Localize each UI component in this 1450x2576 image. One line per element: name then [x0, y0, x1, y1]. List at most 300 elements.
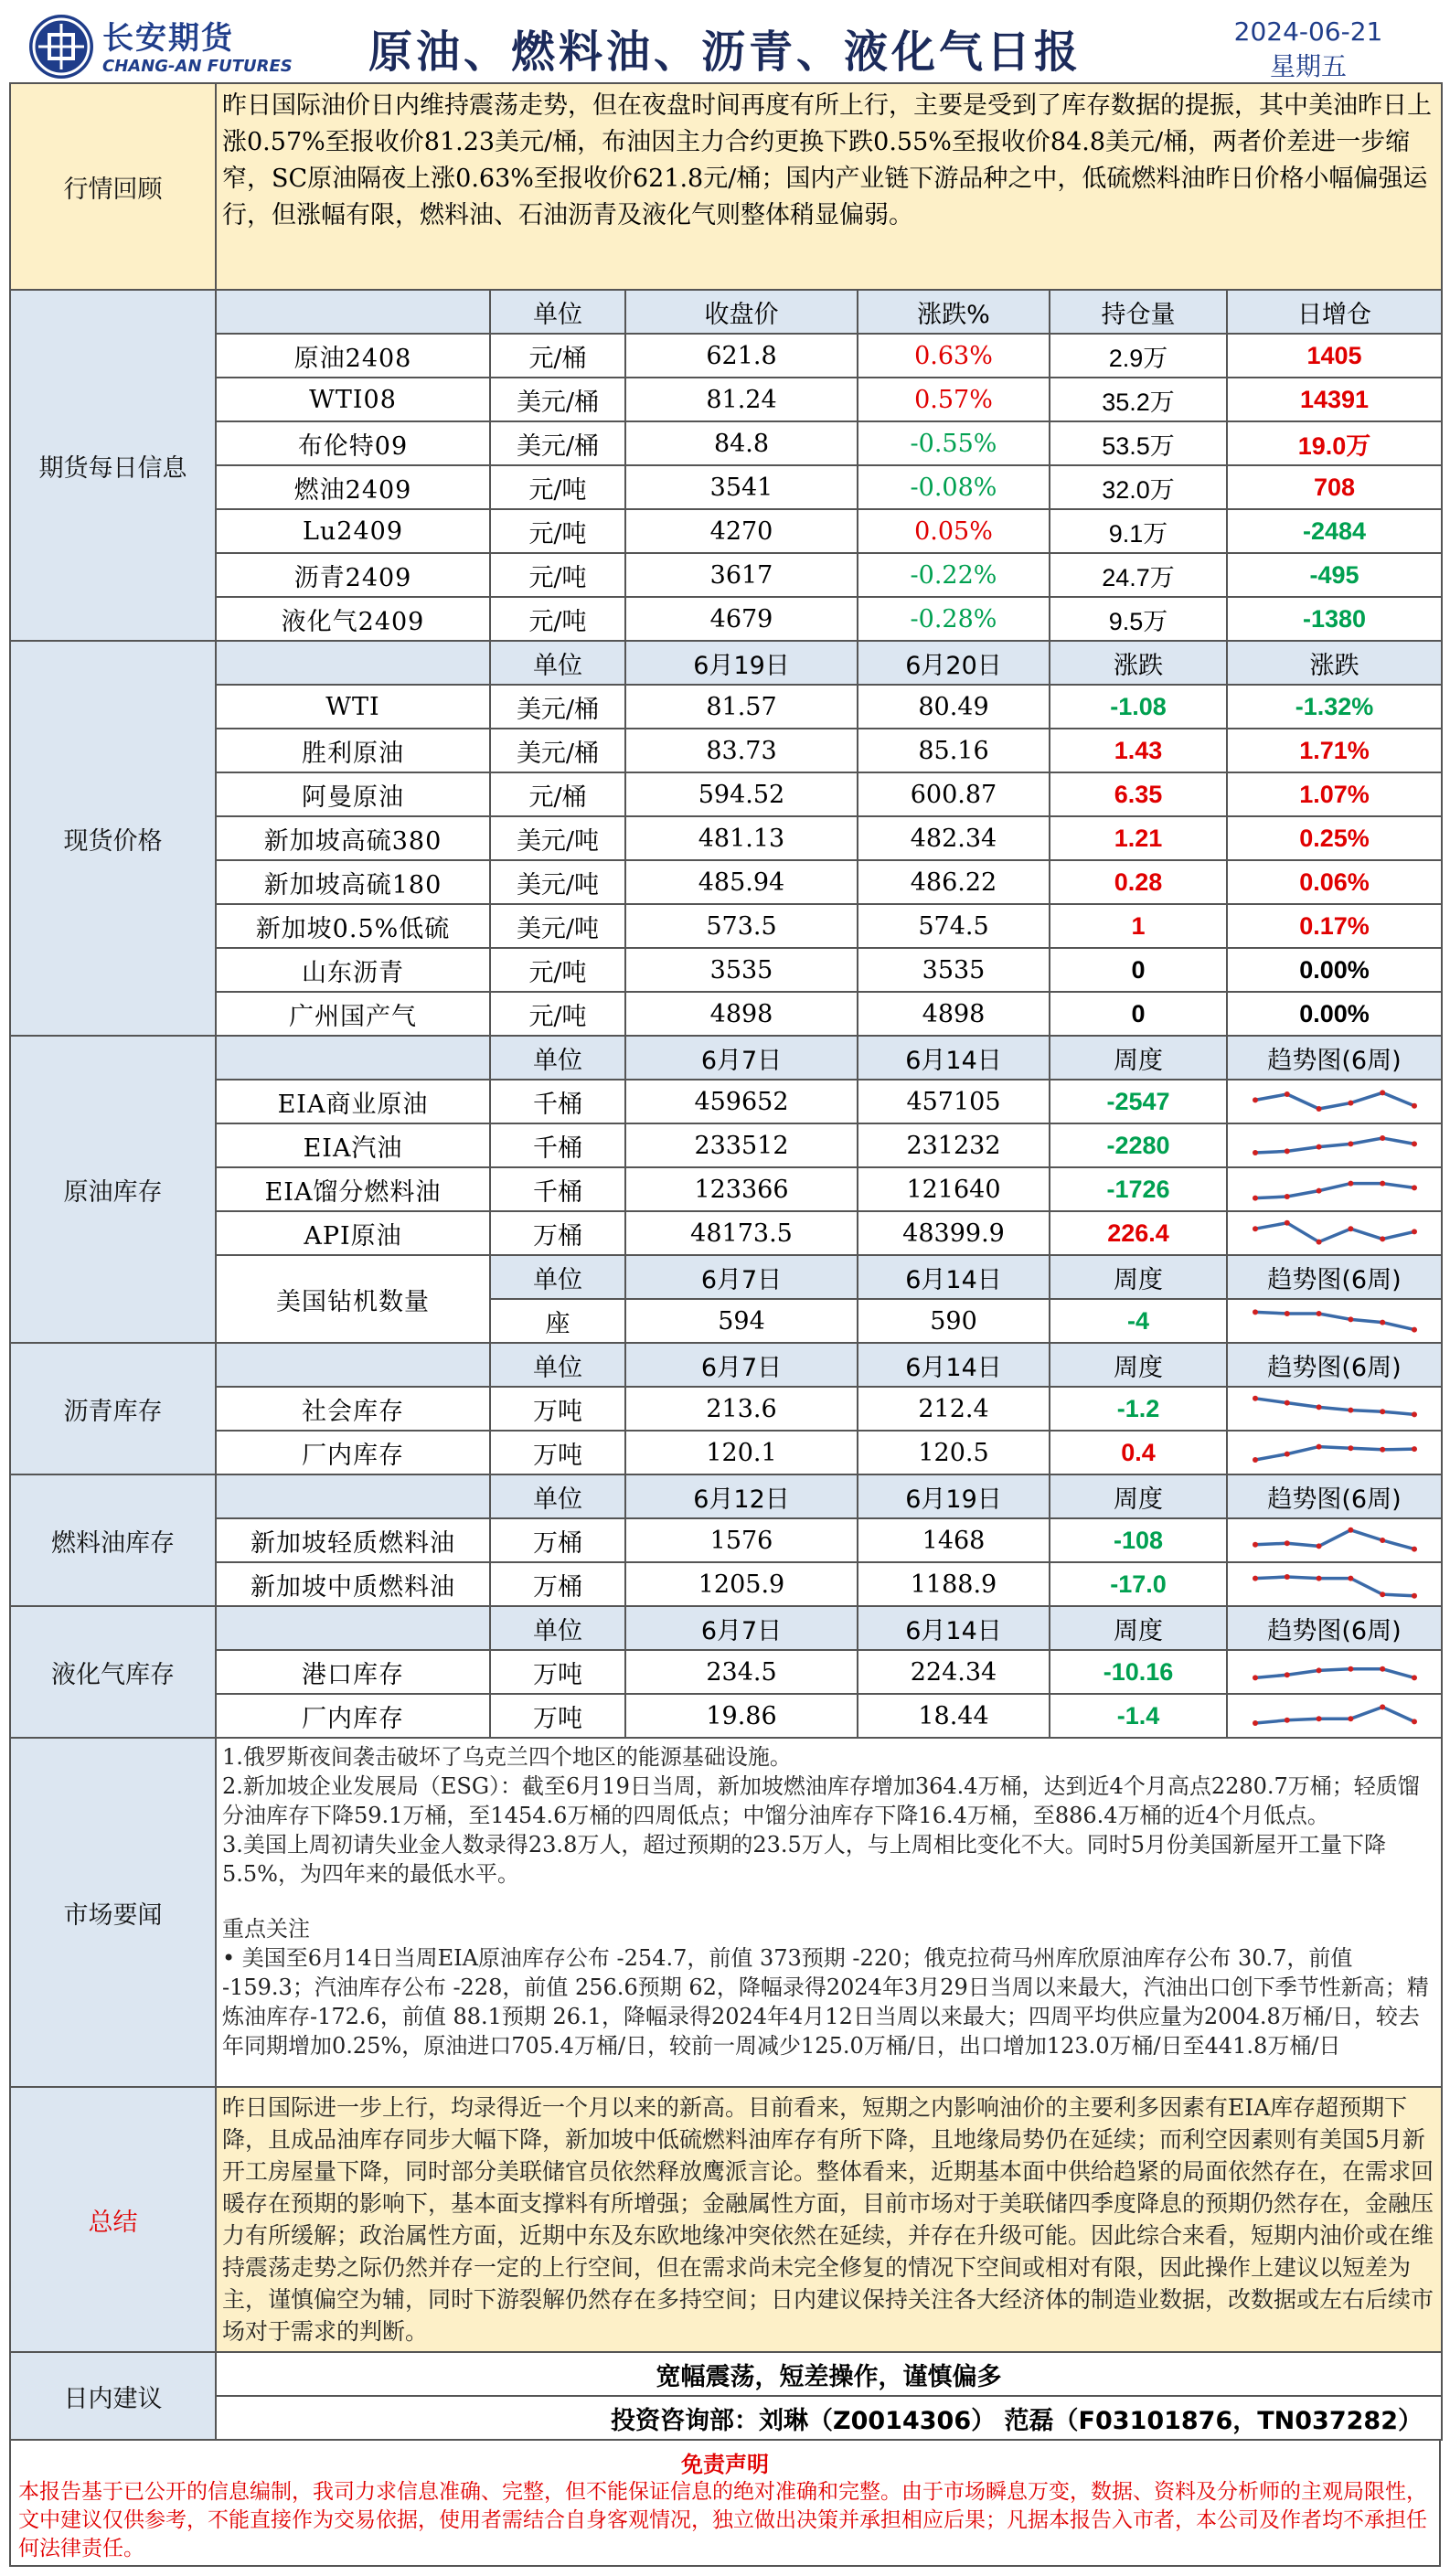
trend-point [1284, 1718, 1289, 1723]
trend-point [1348, 1666, 1353, 1672]
column-header: 6月7日 [625, 1343, 858, 1387]
spot-change: -1.08 [1050, 685, 1227, 729]
table-row [10, 290, 1442, 334]
trend-point [1316, 1106, 1321, 1112]
spot-change: 0 [1050, 992, 1227, 1036]
trend-sparkline [1248, 1522, 1422, 1559]
table-row [10, 421, 1442, 465]
daily-oi-change: -1380 [1227, 597, 1442, 641]
unit-cell: 万桶 [490, 1211, 625, 1255]
trend-point [1316, 1311, 1321, 1316]
trend-point [1380, 1666, 1385, 1672]
inventory-latest: 1188.9 [858, 1562, 1050, 1606]
table-cell [216, 1343, 490, 1387]
column-header: 单位 [490, 290, 625, 334]
weekly-change: -1726 [1050, 1167, 1227, 1211]
spot-change-percent: -1.32% [1227, 685, 1442, 729]
open-interest: 32.0万 [1050, 465, 1227, 509]
trend-point [1253, 1309, 1258, 1315]
trend-sparkline [1248, 1083, 1422, 1120]
advice-text: 宽幅震荡，短差操作，谨慎偏多 [216, 2352, 1442, 2396]
contract-name: WTI08 [216, 378, 490, 421]
trend-point [1348, 1316, 1353, 1322]
section-label-spot: 现货价格 [10, 641, 216, 1036]
table-row [10, 1167, 1442, 1211]
table-row [10, 641, 1442, 685]
table-row [10, 1606, 1442, 1650]
trend-line [1255, 1138, 1414, 1153]
table-row [10, 948, 1442, 992]
close-price: 4679 [625, 597, 858, 641]
inventory-prev: 1205.9 [625, 1562, 858, 1606]
table-row [10, 378, 1442, 421]
weekly-change: -108 [1050, 1518, 1227, 1562]
table-row [10, 553, 1442, 597]
trend-point [1412, 1103, 1417, 1109]
trend-point [1348, 1226, 1353, 1231]
trend-cell [1227, 1123, 1442, 1167]
trend-sparkline [1248, 1566, 1422, 1602]
column-header: 收盘价 [625, 290, 858, 334]
spot-change: 1.21 [1050, 816, 1227, 860]
table-cell [216, 1606, 490, 1650]
table-row [10, 1518, 1442, 1562]
trend-point [1348, 1101, 1353, 1106]
unit-cell: 元/桶 [490, 772, 625, 816]
trend-point [1348, 1408, 1353, 1413]
column-header: 持仓量 [1050, 290, 1227, 334]
spot-name: WTI [216, 685, 490, 729]
trend-sparkline [1248, 1654, 1422, 1690]
contract-name: 原油2408 [216, 334, 490, 378]
trend-point [1316, 1188, 1321, 1194]
unit-cell: 美元/桶 [490, 685, 625, 729]
disclaimer-title: 免责声明 [681, 2452, 769, 2477]
spot-change: 0 [1050, 948, 1227, 992]
weekly-change: -1.2 [1050, 1387, 1227, 1431]
inventory-prev: 123366 [625, 1167, 858, 1211]
unit-cell: 美元/桶 [490, 421, 625, 465]
trend-point [1316, 1240, 1321, 1245]
column-header: 6月19日 [858, 1474, 1050, 1518]
trend-point [1316, 1144, 1321, 1150]
column-header: 6月7日 [625, 1036, 858, 1080]
trend-sparkline [1248, 1390, 1422, 1427]
inventory-latest: 120.5 [858, 1431, 1050, 1474]
unit-cell: 万吨 [490, 1694, 625, 1738]
contract-name: 沥青2409 [216, 553, 490, 597]
trend-cell [1227, 1650, 1442, 1694]
inventory-prev: 234.5 [625, 1650, 858, 1694]
column-header: 周度 [1050, 1474, 1227, 1518]
table-row [10, 860, 1442, 904]
column-header: 6月19日 [625, 641, 858, 685]
trend-point [1253, 1675, 1258, 1680]
column-header: 趋势图(6周) [1227, 1255, 1442, 1299]
spot-change: 1.43 [1050, 729, 1227, 772]
table-row [10, 1387, 1442, 1431]
column-header: 趋势图(6周) [1227, 1606, 1442, 1650]
trend-line [1255, 1530, 1414, 1549]
table-cell [216, 290, 490, 334]
change-percent: 0.63% [858, 334, 1050, 378]
consultant-info: 投资咨询部：刘琳（Z0014306） 范磊（F03101876，TN037282） [216, 2396, 1442, 2440]
open-interest: 53.5万 [1050, 421, 1227, 465]
trend-point [1412, 1675, 1417, 1680]
spot-name: 新加坡高硫180 [216, 860, 490, 904]
price-day1: 4898 [625, 992, 858, 1036]
news-item: 1.俄罗斯夜间袭击破坏了乌克兰四个地区的能源基础设施。 [222, 1744, 792, 1770]
table-row [10, 1036, 1442, 1080]
trend-cell [1227, 1694, 1442, 1738]
daily-oi-change: 14391 [1227, 378, 1442, 421]
trend-line [1255, 1092, 1414, 1109]
trend-point [1380, 1538, 1385, 1543]
trend-point [1348, 1576, 1353, 1581]
unit-cell: 元/吨 [490, 509, 625, 553]
trend-point [1348, 1141, 1353, 1146]
section-label-advice: 日内建议 [10, 2352, 216, 2440]
trend-sparkline [1248, 1303, 1422, 1339]
table-row [10, 685, 1442, 729]
unit-cell: 美元/桶 [490, 729, 625, 772]
close-price: 81.24 [625, 378, 858, 421]
price-day2: 600.87 [858, 772, 1050, 816]
trend-point [1253, 1396, 1258, 1401]
column-header: 单位 [490, 641, 625, 685]
trend-point [1412, 1719, 1417, 1724]
trend-line [1255, 1223, 1414, 1242]
spot-change-percent: 0.25% [1227, 816, 1442, 860]
section-label-futures: 期货每日信息 [10, 290, 216, 641]
report-date: 2024-06-21 [1233, 16, 1383, 47]
spot-change: 1 [1050, 904, 1227, 948]
inventory-latest: 212.4 [858, 1387, 1050, 1431]
table-row [10, 1474, 1442, 1518]
unit-cell: 万吨 [490, 1387, 625, 1431]
trend-cell [1227, 1431, 1442, 1474]
trend-sparkline [1248, 1434, 1422, 1471]
trend-point [1253, 1226, 1258, 1231]
trend-point [1253, 1196, 1258, 1201]
column-header: 单位 [490, 1606, 625, 1650]
column-header: 日增仓 [1227, 290, 1442, 334]
inventory-prev: 459652 [625, 1080, 858, 1123]
inventory-prev: 213.6 [625, 1387, 858, 1431]
inventory-prev: 1576 [625, 1518, 858, 1562]
inventory-latest: 457105 [858, 1080, 1050, 1123]
weekly-change: -10.16 [1050, 1650, 1227, 1694]
trend-point [1253, 1097, 1258, 1102]
trend-point [1412, 1327, 1417, 1333]
trend-sparkline [1248, 1127, 1422, 1164]
column-header: 单位 [490, 1255, 625, 1299]
price-day1: 481.13 [625, 816, 858, 860]
trend-point [1412, 1229, 1417, 1234]
price-day1: 573.5 [625, 904, 858, 948]
trend-line [1255, 1312, 1414, 1329]
trend-line [1255, 1184, 1414, 1198]
trend-point [1380, 1320, 1385, 1325]
column-header: 6月20日 [858, 641, 1050, 685]
contract-name: Lu2409 [216, 509, 490, 553]
disclaimer-block [9, 2441, 1441, 2567]
trend-point [1253, 1457, 1258, 1463]
unit-cell: 座 [490, 1299, 625, 1343]
table-row [10, 904, 1442, 948]
inventory-name: API原油 [216, 1211, 490, 1255]
rig-latest: 590 [858, 1299, 1050, 1343]
rig-prev: 594 [625, 1299, 858, 1343]
inventory-prev: 19.86 [625, 1694, 858, 1738]
section-label-crude-inv: 原油库存 [10, 1036, 216, 1343]
spot-change: 0.28 [1050, 860, 1227, 904]
unit-cell: 美元/吨 [490, 904, 625, 948]
price-day2: 80.49 [858, 685, 1050, 729]
trend-point [1412, 1593, 1417, 1599]
price-day1: 485.94 [625, 860, 858, 904]
table-row [10, 1562, 1442, 1606]
column-header: 6月14日 [858, 1255, 1050, 1299]
news-item: 2.新加坡企业发展局（ESG）：截至6月19日当周，新加坡燃油库存增加364.4万桶，达到近4个月高点2280.7万桶；轻质馏分油库存下降59.1万桶，至1454.6万桶的四周低点；中馏分油库存下降16.4万桶，至886.4万桶的近4个月低点。 [222, 1773, 1420, 1828]
report-table [9, 82, 1443, 2441]
unit-cell: 万桶 [490, 1518, 625, 1562]
trend-point [1284, 1194, 1289, 1199]
spot-change-percent: 0.00% [1227, 992, 1442, 1036]
price-day1: 594.52 [625, 772, 858, 816]
table-row [10, 729, 1442, 772]
trend-point [1316, 1404, 1321, 1410]
unit-cell: 千桶 [490, 1167, 625, 1211]
trend-cell [1227, 1167, 1442, 1211]
spot-change-percent: 0.06% [1227, 860, 1442, 904]
column-header: 周度 [1050, 1036, 1227, 1080]
section-label-review: 行情回顾 [10, 83, 216, 290]
inventory-name: EIA商业原油 [216, 1080, 490, 1123]
trend-point [1380, 1236, 1385, 1241]
column-header: 6月14日 [858, 1036, 1050, 1080]
table-row [10, 992, 1442, 1036]
spot-change-percent: 1.07% [1227, 772, 1442, 816]
table-row [10, 465, 1442, 509]
trend-point [1284, 1311, 1289, 1316]
trend-point [1284, 1220, 1289, 1226]
contract-name: 燃油2409 [216, 465, 490, 509]
table-cell [216, 1474, 490, 1518]
trend-point [1316, 1716, 1321, 1721]
trend-point [1380, 1135, 1385, 1141]
weekly-change: -17.0 [1050, 1562, 1227, 1606]
daily-oi-change: 1405 [1227, 334, 1442, 378]
trend-line [1255, 1399, 1414, 1415]
column-header: 6月7日 [625, 1606, 858, 1650]
contract-name: 布伦特09 [216, 421, 490, 465]
table-row [10, 509, 1442, 553]
report-table-body [10, 83, 1442, 2440]
inventory-latest: 224.34 [858, 1650, 1050, 1694]
inventory-name: EIA汽油 [216, 1123, 490, 1167]
change-percent: -0.28% [858, 597, 1050, 641]
price-day1: 83.73 [625, 729, 858, 772]
trend-point [1380, 1591, 1385, 1597]
report-header [0, 0, 1450, 82]
table-row [10, 1080, 1442, 1123]
unit-cell: 元/吨 [490, 553, 625, 597]
open-interest: 24.7万 [1050, 553, 1227, 597]
trend-point [1284, 1148, 1289, 1154]
inventory-prev: 120.1 [625, 1431, 858, 1474]
table-row [10, 1738, 1442, 2087]
column-header: 6月12日 [625, 1474, 858, 1518]
change-percent: 0.05% [858, 509, 1050, 553]
table-cell [216, 1036, 490, 1080]
report-date-block [1203, 15, 1413, 84]
trend-sparkline [1248, 1215, 1422, 1251]
trend-cell [1227, 1211, 1442, 1255]
section-label-news: 市场要闻 [10, 1738, 216, 2087]
column-header: 6月14日 [858, 1343, 1050, 1387]
change-percent: 0.57% [858, 378, 1050, 421]
inventory-latest: 231232 [858, 1123, 1050, 1167]
inventory-latest: 18.44 [858, 1694, 1050, 1738]
trend-line [1255, 1577, 1414, 1596]
inventory-latest: 1468 [858, 1518, 1050, 1562]
trend-line [1255, 1707, 1414, 1723]
price-day2: 482.34 [858, 816, 1050, 860]
table-row [10, 1255, 1442, 1299]
table-row [10, 1123, 1442, 1167]
table-row [10, 2396, 1442, 2440]
trend-line [1255, 1447, 1414, 1460]
trend-point [1284, 1091, 1289, 1097]
column-header: 6月14日 [858, 1606, 1050, 1650]
spacer [222, 1889, 1435, 1914]
weekly-change: -2280 [1050, 1123, 1227, 1167]
spot-name: 阿曼原油 [216, 772, 490, 816]
trend-point [1253, 1150, 1258, 1155]
inventory-prev: 233512 [625, 1123, 858, 1167]
column-header: 6月7日 [625, 1255, 858, 1299]
column-header: 涨跌 [1050, 641, 1227, 685]
table-row [10, 2087, 1442, 2352]
news-item: 3.美国上周初请失业金人数录得23.8万人，超过预期的23.5万人，与上周相比变化不大。同时5月份美国新屋开工量下降5.5%，为四年来的最低水平。 [222, 1832, 1387, 1887]
trend-sparkline [1248, 1698, 1422, 1734]
table-row [10, 1431, 1442, 1474]
weekly-change: 226.4 [1050, 1211, 1227, 1255]
table-row [10, 1211, 1442, 1255]
trend-cell [1227, 1562, 1442, 1606]
trend-point [1284, 1452, 1289, 1457]
unit-cell: 美元/桶 [490, 378, 625, 421]
column-header: 趋势图(6周) [1227, 1036, 1442, 1080]
rig-count-name: 美国钻机数量 [216, 1255, 490, 1343]
spot-name: 新加坡0.5%低硫 [216, 904, 490, 948]
inventory-latest: 48399.9 [858, 1211, 1050, 1255]
unit-cell: 美元/吨 [490, 860, 625, 904]
weekly-change: -4 [1050, 1299, 1227, 1343]
unit-cell: 元/桶 [490, 334, 625, 378]
market-review-text: 昨日国际油价日内维持震荡走势，但在夜盘时间再度有所上行，主要是受到了库存数据的提振，其中美油昨日上涨0.57%至报收价81.23美元/桶，布油因主力合约更换下跌0.55%至报收价84.8美元/桶，两者价差进一步缩窄，SC原油隔夜上涨0.63%至报收价621.8元/桶；国内产业链下游品种之中，低硫燃料油昨日价格小幅偏强运行，但涨幅有限，燃料油、石油沥青及液化气则整体稍显偏弱。 [216, 83, 1442, 290]
open-interest: 9.1万 [1050, 509, 1227, 553]
weekly-change: -2547 [1050, 1080, 1227, 1123]
trend-point [1412, 1547, 1417, 1552]
price-day2: 4898 [858, 992, 1050, 1036]
report-title: 原油、燃料油、沥青、液化气日报 [368, 27, 1082, 78]
spot-change: 6.35 [1050, 772, 1227, 816]
close-price: 84.8 [625, 421, 858, 465]
section-label-asphalt-inv: 沥青库存 [10, 1343, 216, 1474]
table-row [10, 2352, 1442, 2396]
section-label-lpg-inv: 液化气库存 [10, 1606, 216, 1738]
column-header: 趋势图(6周) [1227, 1474, 1442, 1518]
daily-oi-change: 19.0万 [1227, 421, 1442, 465]
spot-change-percent: 0.00% [1227, 948, 1442, 992]
column-header: 单位 [490, 1036, 625, 1080]
inventory-name: 港口库存 [216, 1650, 490, 1694]
section-label-summary: 总结 [10, 2087, 216, 2352]
focus-title: 重点关注 [222, 1916, 310, 1942]
open-interest: 9.5万 [1050, 597, 1227, 641]
spot-change-percent: 1.71% [1227, 729, 1442, 772]
inventory-name: EIA馏分燃料油 [216, 1167, 490, 1211]
change-percent: -0.22% [858, 553, 1050, 597]
trend-point [1412, 1411, 1417, 1417]
unit-cell: 元/吨 [490, 948, 625, 992]
close-price: 3617 [625, 553, 858, 597]
spot-name: 新加坡高硫380 [216, 816, 490, 860]
price-day2: 3535 [858, 948, 1050, 992]
trend-point [1284, 1400, 1289, 1406]
trend-point [1316, 1667, 1321, 1673]
focus-text: • 美国至6月14日当周EIA原油库存公布 -254.7，前值 373预期 -220；俄克拉荷马州库欣原油库存公布 30.7，前值 -159.3；汽油库存公布 -228，前值 256.6预期 62，降幅录得2024年3月29日当周以来最大，汽油出口创下季节性新高；精炼油库存-172.6，前值 88.1预期 26.1，降幅录得2024年4月12日当周以来最大；四周平均供应量为2004.8万桶/日，较去年同期增加0.25%，原油进口705.4万桶/日，较前一周减少125.0万桶/日，出口增加123.0万桶/日至441.8万桶/日 [222, 1945, 1429, 2059]
trend-point [1253, 1720, 1258, 1726]
trend-point [1412, 1185, 1417, 1190]
trend-cell [1227, 1080, 1442, 1123]
market-news-text [216, 1738, 1442, 2087]
close-price: 3541 [625, 465, 858, 509]
table-row [10, 334, 1442, 378]
trend-point [1348, 1528, 1353, 1533]
unit-cell: 元/吨 [490, 597, 625, 641]
trend-sparkline [1248, 1171, 1422, 1208]
column-header: 周度 [1050, 1343, 1227, 1387]
table-row [10, 816, 1442, 860]
unit-cell: 万吨 [490, 1650, 625, 1694]
trend-point [1380, 1409, 1385, 1414]
column-header: 趋势图(6周) [1227, 1343, 1442, 1387]
trend-point [1380, 1447, 1385, 1453]
daily-oi-change: -2484 [1227, 509, 1442, 553]
contract-name: 液化气2409 [216, 597, 490, 641]
unit-cell: 万桶 [490, 1562, 625, 1606]
column-header: 单位 [490, 1343, 625, 1387]
spot-change-percent: 0.17% [1227, 904, 1442, 948]
unit-cell: 万吨 [490, 1431, 625, 1474]
trend-point [1348, 1445, 1353, 1451]
trend-point [1412, 1446, 1417, 1452]
inventory-prev: 48173.5 [625, 1211, 858, 1255]
unit-cell: 元/吨 [490, 992, 625, 1036]
trend-point [1316, 1444, 1321, 1450]
close-price: 621.8 [625, 334, 858, 378]
column-header: 涨跌% [858, 290, 1050, 334]
trend-line [1255, 1669, 1414, 1678]
trend-point [1380, 1704, 1385, 1709]
trend-point [1316, 1543, 1321, 1549]
trend-point [1380, 1090, 1385, 1095]
trend-point [1284, 1672, 1289, 1677]
spot-name: 山东沥青 [216, 948, 490, 992]
